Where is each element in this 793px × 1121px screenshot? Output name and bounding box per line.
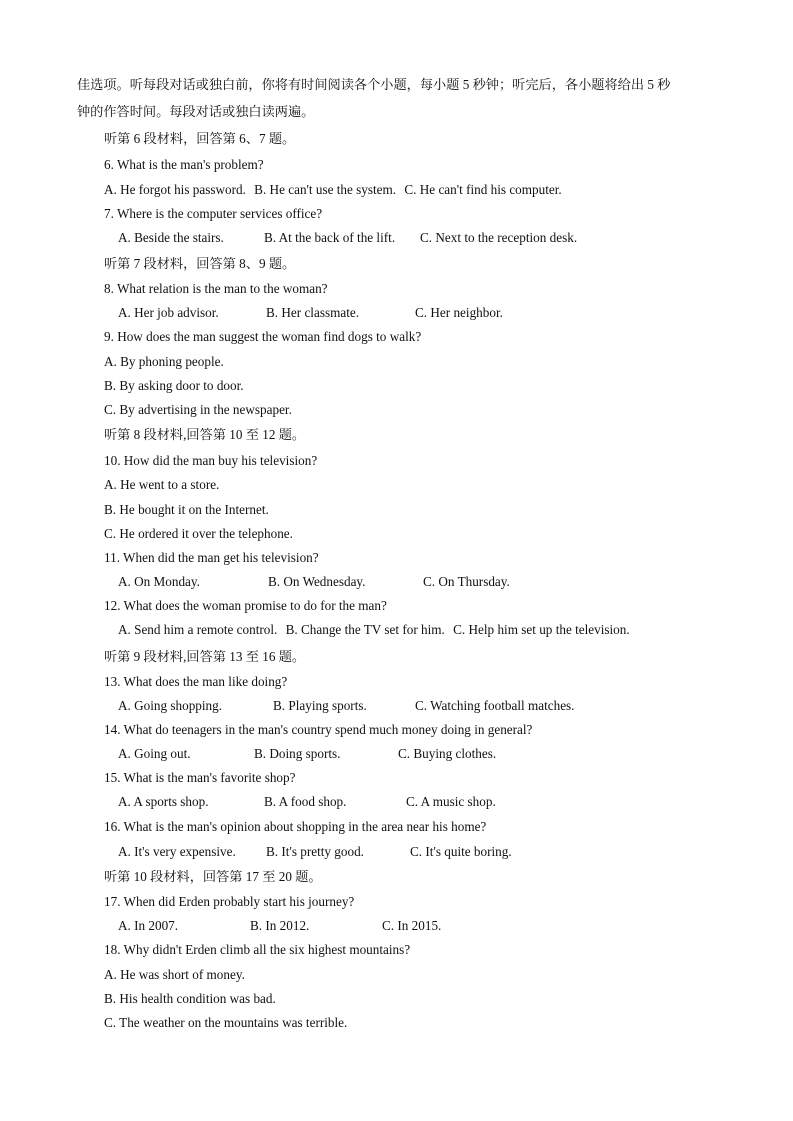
question-9-stem: 9. How does the man suggest the woman find dogs to walk? xyxy=(104,329,422,344)
question-17-stem: 17. When did Erden probably start his journey? xyxy=(104,894,355,909)
question-7-option-a[interactable]: A. Beside the stairs. xyxy=(118,230,224,245)
question-12-stem: 12. What does the woman promise to do for the man? xyxy=(104,598,387,613)
section-7-heading: 听第 7 段材料，回答第 8、9 题。 xyxy=(104,256,296,271)
question-8-stem: 8. What relation is the man to the woman? xyxy=(104,281,328,296)
section-9-heading: 听第 9 段材料,回答第 13 至 16 题。 xyxy=(104,649,306,664)
question-17-option-a[interactable]: A. In 2007. xyxy=(118,918,179,933)
question-13-stem: 13. What does the man like doing? xyxy=(104,674,288,689)
question-13-option-a[interactable]: A. Going shopping. xyxy=(118,698,223,713)
question-7-option-c[interactable]: C. Next to the reception desk. xyxy=(420,230,578,245)
question-15-stem: 15. What is the man's favorite shop? xyxy=(104,770,296,785)
question-11-option-a[interactable]: A. On Monday. xyxy=(118,574,200,589)
question-9-option-c[interactable]: C. By advertising in the newspaper. xyxy=(104,402,292,417)
question-10-option-b[interactable]: B. He bought it on the Internet. xyxy=(104,502,269,517)
question-6-option-b[interactable]: B. He can't use the system. xyxy=(254,182,397,197)
question-10-stem: 10. How did the man buy his television? xyxy=(104,453,318,468)
question-15-option-a[interactable]: A. A sports shop. xyxy=(118,794,209,809)
question-12-option-b[interactable]: B. Change the TV set for him. xyxy=(285,622,445,637)
question-12-option-a[interactable]: A. Send him a remote control. xyxy=(118,622,278,637)
instructions-line-2: 钟的作答时间。每段对话或独白读两遍。 xyxy=(77,104,315,119)
question-16-option-a[interactable]: A. It's very expensive. xyxy=(118,844,236,859)
question-7-option-b[interactable]: B. At the back of the lift. xyxy=(264,230,396,245)
question-8-option-b[interactable]: B. Her classmate. xyxy=(266,305,360,320)
question-9-option-b[interactable]: B. By asking door to door. xyxy=(104,378,244,393)
question-8-option-a[interactable]: A. Her job advisor. xyxy=(118,305,219,320)
question-15-option-c[interactable]: C. A music shop. xyxy=(406,794,496,809)
question-10-option-c[interactable]: C. He ordered it over the telephone. xyxy=(104,526,293,541)
question-12-option-c[interactable]: C. Help him set up the television. xyxy=(453,622,630,637)
question-14-option-b[interactable]: B. Doing sports. xyxy=(254,746,341,761)
instructions-line-1: 佳选项。听每段对话或独白前，你将有时间阅读各个小题，每小题 5 秒钟；听完后，各小题将给出 5 秒 xyxy=(77,77,671,92)
question-18-option-b[interactable]: B. His health condition was bad. xyxy=(104,991,276,1006)
question-11-option-b[interactable]: B. On Wednesday. xyxy=(268,574,366,589)
question-11-stem: 11. When did the man get his television? xyxy=(104,550,319,565)
question-6-options xyxy=(104,181,562,199)
question-16-option-c[interactable]: C. It's quite boring. xyxy=(410,844,512,859)
question-6-option-c[interactable]: C. He can't find his computer. xyxy=(404,182,562,197)
question-16-option-b[interactable]: B. It's pretty good. xyxy=(266,844,364,859)
question-16-stem: 16. What is the man's opinion about shopping in the area near his home? xyxy=(104,819,487,834)
question-13-option-c[interactable]: C. Watching football matches. xyxy=(415,698,575,713)
question-18-stem: 18. Why didn't Erden climb all the six highest mountains? xyxy=(104,942,411,957)
question-7-stem: 7. Where is the computer services office? xyxy=(104,206,323,221)
question-11-option-c[interactable]: C. On Thursday. xyxy=(423,574,510,589)
question-14-option-c[interactable]: C. Buying clothes. xyxy=(398,746,497,761)
question-17-option-c[interactable]: C. In 2015. xyxy=(382,918,442,933)
question-15-option-b[interactable]: B. A food shop. xyxy=(264,794,347,809)
question-14-stem: 14. What do teenagers in the man's country spend much money doing in general? xyxy=(104,722,533,737)
section-8-heading: 听第 8 段材料,回答第 10 至 12 题。 xyxy=(104,427,306,442)
question-14-option-a[interactable]: A. Going out. xyxy=(118,746,191,761)
question-18-option-c[interactable]: C. The weather on the mountains was terrible. xyxy=(104,1015,348,1030)
question-10-option-a[interactable]: A. He went to a store. xyxy=(104,477,220,492)
question-18-option-a[interactable]: A. He was short of money. xyxy=(104,967,245,982)
section-10-heading: 听第 10 段材料，回答第 17 至 20 题。 xyxy=(104,869,322,884)
question-12-options xyxy=(118,621,630,639)
question-13-option-b[interactable]: B. Playing sports. xyxy=(273,698,367,713)
question-9-option-a[interactable]: A. By phoning people. xyxy=(104,354,224,369)
question-6-stem: 6. What is the man's problem? xyxy=(104,157,264,172)
question-6-option-a[interactable]: A. He forgot his password. xyxy=(104,182,246,197)
section-6-heading: 听第 6 段材料，回答第 6、7 题。 xyxy=(104,131,296,146)
question-17-option-b[interactable]: B. In 2012. xyxy=(250,918,310,933)
question-8-option-c[interactable]: C. Her neighbor. xyxy=(415,305,503,320)
